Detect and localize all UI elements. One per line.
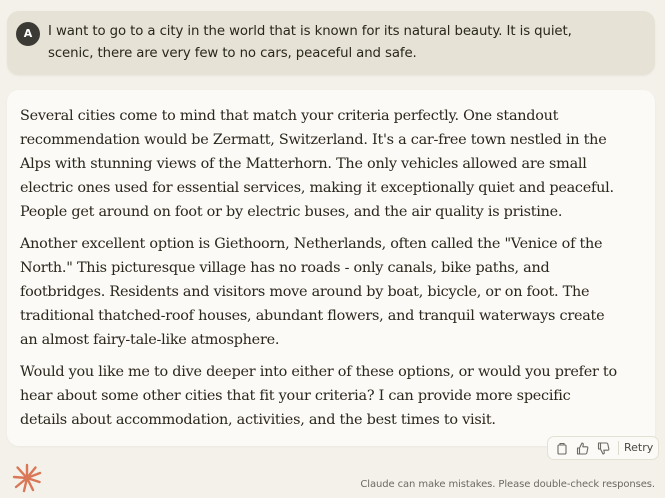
assistant-paragraph-1: Several cities come to mind that match your criteria perfectly. One standout recommendation would be Zermatt, Switzerland. It's a car-free town nestled in the Alps with stunning views of the Matterhorn. The only vehicles allowed are small electric ones used for essential services, making it exceptionally quiet and peaceful. People get around on foot or by electric buses, and the air quality is pristine. xyxy=(20,108,614,220)
user-message xyxy=(7,11,655,75)
message-actions-bar xyxy=(547,436,659,460)
assistant-message xyxy=(7,90,655,446)
assistant-paragraph-2: Another excellent option is Giethoorn, Netherlands, often called the "Venice of the North." This picturesque village has no roads - only canals, bike paths, and footbridges. Residents and visitors move around by boat, bicycle, or on foot. The traditional thatched-roof houses, abundant flowers, and tranquil waterways create an almost fairy-tale-like atmosphere. xyxy=(20,236,605,348)
user-message-text: I want to go to a city in the world that is known for its natural beauty. It is quiet, scenic, there are very few to no cars, peaceful and safe. xyxy=(48,24,572,61)
claude-logo-icon xyxy=(12,463,42,493)
thumbs-down-icon[interactable] xyxy=(593,437,614,459)
disclaimer-text: Claude can make mistakes. Please double-check responses. xyxy=(360,479,655,490)
retry-button[interactable]: Retry xyxy=(624,441,654,454)
assistant-paragraph-3: Would you like me to dive deeper into either of these options, or would you prefer to hear about some other cities that fit your criteria? I can provide more specific details about accommodation, activities, and the best times to visit. xyxy=(20,364,617,428)
copy-icon[interactable] xyxy=(551,437,572,459)
thumbs-up-icon[interactable] xyxy=(572,437,593,459)
user-avatar[interactable]: A xyxy=(16,22,40,46)
action-divider xyxy=(618,441,619,455)
